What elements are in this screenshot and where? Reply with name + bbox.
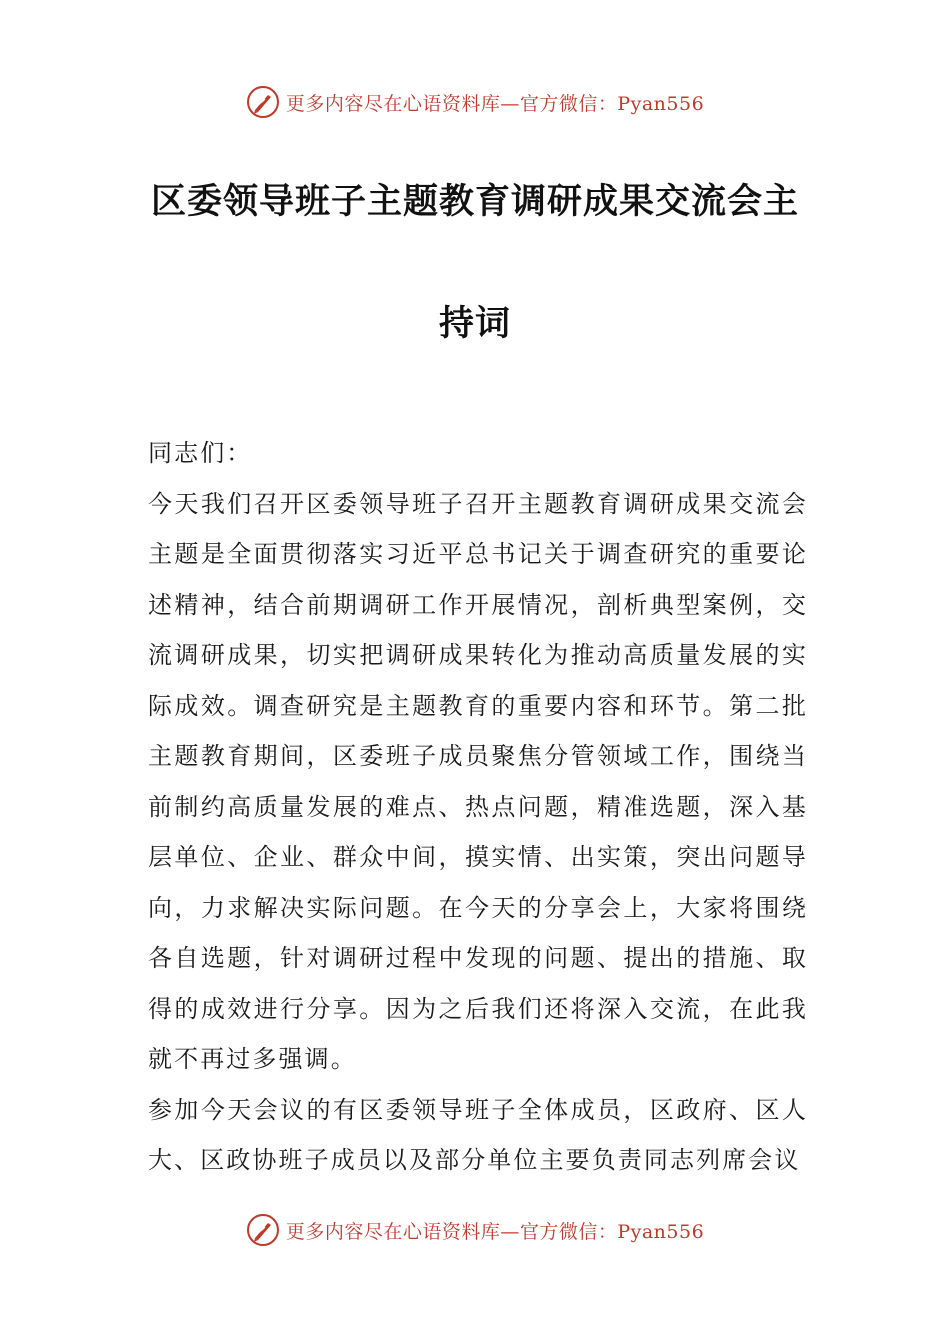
header-banner-main: 更多内容尽在心语资料库 [285,92,501,115]
footer-banner-main: 更多内容尽在心语资料库 [285,1220,501,1243]
quill-logo-icon [246,85,280,119]
header-banner [0,84,950,120]
header-banner-separator: — [500,92,520,115]
document-body [148,428,808,1186]
quill-logo-icon [246,1213,280,1247]
document-title-line1: 区委领导班子主题教育调研成果交流会主 [150,182,799,222]
header-banner-text [286,89,704,116]
footer-banner-separator: — [500,1220,520,1243]
footer-banner-wechat: 官方微信：Pyan556 [519,1220,705,1243]
footer-banner-text [286,1217,704,1244]
paragraph-2: 参加今天会议的有区委领导班子全体成员，区政府、区人大、区政协班子成员以及部分单位主要负责同志列席会议 [148,1095,808,1174]
document-title-line2: 持词 [438,304,511,344]
paragraph-1: 今天我们召开区委领导班子召开主题教育调研成果交流会主题是全面贯彻落实习近平总书记关于调查研究的重要论述精神，结合前期调研工作开展情况，剖析典型案例，交流调研成果，切实把调研成果转化为推动高质量发展的实际成效。调查研究是主题教育的重要内容和环节。第二批主题教育期间，区委班子成员聚焦分管领域工作，围绕当前制约高质量发展的难点、热点问题，精准选题，深入基层单位、企业、群众中间，摸实情、出实策，突出问题导向，力求解决实际问题。在今天的分享会上，大家将围绕各自选题，针对调研过程中发现的问题、提出的措施、取得的成效进行分享。因为之后我们还将深入交流，在此我就不再过多强调。 [148,489,808,1073]
salutation: 同志们： [148,439,253,467]
header-banner-wechat: 官方微信：Pyan556 [519,92,705,115]
footer-banner [0,1212,950,1248]
